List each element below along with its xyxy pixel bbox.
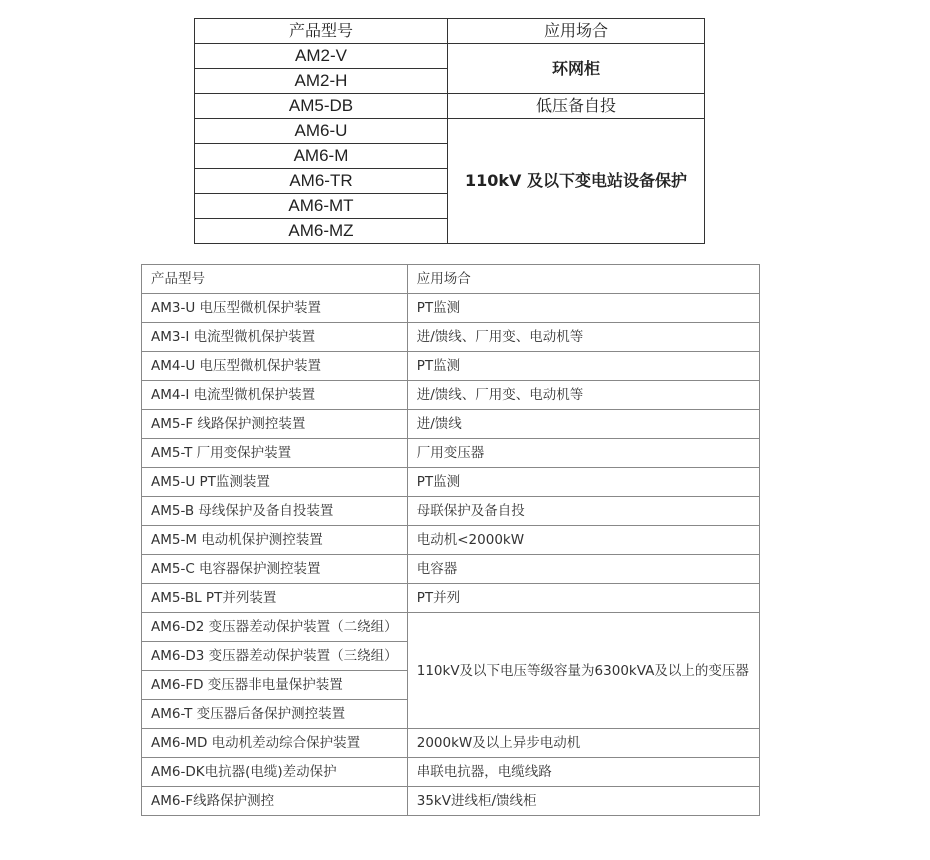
product-table-2 (141, 264, 760, 816)
model-cell: AM6-MD 电动机差动综合保护装置 (142, 729, 408, 758)
table-row (142, 352, 760, 381)
model-cell: AM5-B 母线保护及备自投装置 (142, 497, 408, 526)
table-row (142, 468, 760, 497)
application-cell: 串联电抗器，电缆线路 (407, 758, 759, 787)
model-cell: AM5-U PT监测装置 (142, 468, 408, 497)
table-row (195, 94, 705, 119)
model-cell: AM3-I 电流型微机保护装置 (142, 323, 408, 352)
table-row (142, 787, 760, 816)
model-cell: AM2-V (195, 44, 448, 69)
table-row (142, 410, 760, 439)
header-model: 产品型号 (142, 265, 408, 294)
header-application: 应用场合 (407, 265, 759, 294)
model-cell: AM5-F 线路保护测控装置 (142, 410, 408, 439)
table-row (142, 584, 760, 613)
table-row (142, 294, 760, 323)
model-cell: AM4-U 电压型微机保护装置 (142, 352, 408, 381)
model-cell: AM5-DB (195, 94, 448, 119)
application-cell: 2000kW及以上异步电动机 (407, 729, 759, 758)
model-cell: AM6-U (195, 119, 448, 144)
application-cell: 环网柜 (447, 44, 704, 94)
model-cell: AM6-D2 变压器差动保护装置（二绕组） (142, 613, 408, 642)
model-cell: AM6-DK电抗器(电缆)差动保护 (142, 758, 408, 787)
model-cell: AM5-BL PT并列装置 (142, 584, 408, 613)
table-row (195, 119, 705, 144)
table-row (142, 729, 760, 758)
table-row (142, 555, 760, 584)
application-cell: PT并列 (407, 584, 759, 613)
model-cell: AM3-U 电压型微机保护装置 (142, 294, 408, 323)
table-row (142, 497, 760, 526)
model-cell: AM4-I 电流型微机保护装置 (142, 381, 408, 410)
product-table-1 (194, 18, 705, 244)
model-cell: AM5-M 电动机保护测控装置 (142, 526, 408, 555)
application-cell: PT监测 (407, 352, 759, 381)
model-cell: AM6-TR (195, 169, 448, 194)
application-cell: 35kV进线柜/馈线柜 (407, 787, 759, 816)
model-cell: AM6-D3 变压器差动保护装置（三绕组） (142, 642, 408, 671)
model-cell: AM2-H (195, 69, 448, 94)
table-row (195, 44, 705, 69)
application-cell: 进/馈线 (407, 410, 759, 439)
table-row (142, 323, 760, 352)
model-cell: AM6-FD 变压器非电量保护装置 (142, 671, 408, 700)
model-cell: AM6-F线路保护测控 (142, 787, 408, 816)
table-row (142, 526, 760, 555)
model-cell: AM6-MZ (195, 219, 448, 244)
header-application: 应用场合 (447, 19, 704, 44)
application-cell: 厂用变压器 (407, 439, 759, 468)
header-model: 产品型号 (195, 19, 448, 44)
application-cell: PT监测 (407, 294, 759, 323)
application-cell: 进/馈线、厂用变、电动机等 (407, 381, 759, 410)
table-header-row (195, 19, 705, 44)
application-cell: 110kV 及以下变电站设备保护 (447, 119, 704, 244)
application-cell: 低压备自投 (447, 94, 704, 119)
model-cell: AM5-C 电容器保护测控装置 (142, 555, 408, 584)
model-cell: AM6-M (195, 144, 448, 169)
table-row (142, 381, 760, 410)
model-cell: AM5-T 厂用变保护装置 (142, 439, 408, 468)
application-cell: 进/馈线、厂用变、电动机等 (407, 323, 759, 352)
application-cell: 母联保护及备自投 (407, 497, 759, 526)
model-cell: AM6-T 变压器后备保护测控装置 (142, 700, 408, 729)
application-cell: 电容器 (407, 555, 759, 584)
table-row (142, 439, 760, 468)
table-row (142, 613, 760, 642)
application-cell: PT监测 (407, 468, 759, 497)
table-row (142, 758, 760, 787)
application-cell: 110kV及以下电压等级容量为6300kVA及以上的变压器 (407, 613, 759, 729)
table-header-row (142, 265, 760, 294)
model-cell: AM6-MT (195, 194, 448, 219)
application-cell: 电动机<2000kW (407, 526, 759, 555)
